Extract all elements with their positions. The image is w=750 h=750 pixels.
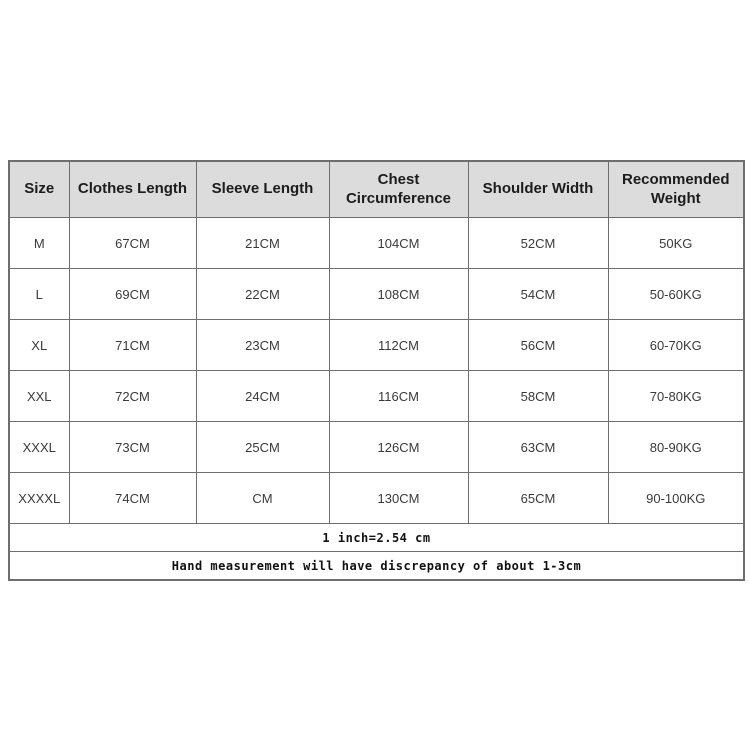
cell-size: XXL bbox=[9, 371, 69, 422]
header-size: Size bbox=[9, 161, 69, 218]
table-row-m bbox=[9, 218, 744, 269]
cell-chest-circumference: 108CM bbox=[329, 269, 468, 320]
cell-size: XL bbox=[9, 320, 69, 371]
table-row-xl bbox=[9, 320, 744, 371]
cell-shoulder-width: 56CM bbox=[468, 320, 608, 371]
cell-clothes-length: 74CM bbox=[69, 473, 196, 524]
cell-shoulder-width: 63CM bbox=[468, 422, 608, 473]
cell-sleeve-length: CM bbox=[196, 473, 329, 524]
cell-recommended-weight: 50KG bbox=[608, 218, 744, 269]
note-row-measurement-discrepancy bbox=[9, 552, 744, 581]
cell-sleeve-length: 23CM bbox=[196, 320, 329, 371]
cell-recommended-weight: 90-100KG bbox=[608, 473, 744, 524]
cell-shoulder-width: 65CM bbox=[468, 473, 608, 524]
note-measurement-discrepancy: Hand measurement will have discrepancy of about 1-3cm bbox=[9, 552, 744, 581]
table-row-xxxxl bbox=[9, 473, 744, 524]
cell-recommended-weight: 60-70KG bbox=[608, 320, 744, 371]
header-recommended-weight: Recommended Weight bbox=[608, 161, 744, 218]
cell-clothes-length: 67CM bbox=[69, 218, 196, 269]
cell-chest-circumference: 126CM bbox=[329, 422, 468, 473]
cell-chest-circumference: 130CM bbox=[329, 473, 468, 524]
cell-size: M bbox=[9, 218, 69, 269]
cell-clothes-length: 71CM bbox=[69, 320, 196, 371]
cell-size: L bbox=[9, 269, 69, 320]
note-row-inch-conversion bbox=[9, 524, 744, 552]
cell-sleeve-length: 25CM bbox=[196, 422, 329, 473]
header-row bbox=[9, 161, 744, 218]
cell-sleeve-length: 24CM bbox=[196, 371, 329, 422]
cell-recommended-weight: 80-90KG bbox=[608, 422, 744, 473]
cell-sleeve-length: 21CM bbox=[196, 218, 329, 269]
cell-recommended-weight: 70-80KG bbox=[608, 371, 744, 422]
header-sleeve-length: Sleeve Length bbox=[196, 161, 329, 218]
size-chart-table bbox=[8, 160, 745, 581]
cell-sleeve-length: 22CM bbox=[196, 269, 329, 320]
note-inch-conversion: 1 inch=2.54 cm bbox=[9, 524, 744, 552]
header-shoulder-width: Shoulder Width bbox=[468, 161, 608, 218]
table-row-xxl bbox=[9, 371, 744, 422]
header-chest-circumference: Chest Circumference bbox=[329, 161, 468, 218]
cell-chest-circumference: 116CM bbox=[329, 371, 468, 422]
cell-clothes-length: 73CM bbox=[69, 422, 196, 473]
cell-shoulder-width: 58CM bbox=[468, 371, 608, 422]
cell-clothes-length: 72CM bbox=[69, 371, 196, 422]
cell-chest-circumference: 112CM bbox=[329, 320, 468, 371]
table-row-xxxl bbox=[9, 422, 744, 473]
cell-size: XXXXL bbox=[9, 473, 69, 524]
cell-shoulder-width: 52CM bbox=[468, 218, 608, 269]
cell-clothes-length: 69CM bbox=[69, 269, 196, 320]
cell-chest-circumference: 104CM bbox=[329, 218, 468, 269]
cell-recommended-weight: 50-60KG bbox=[608, 269, 744, 320]
header-clothes-length: Clothes Length bbox=[69, 161, 196, 218]
cell-shoulder-width: 54CM bbox=[468, 269, 608, 320]
cell-size: XXXL bbox=[9, 422, 69, 473]
table-row-l bbox=[9, 269, 744, 320]
